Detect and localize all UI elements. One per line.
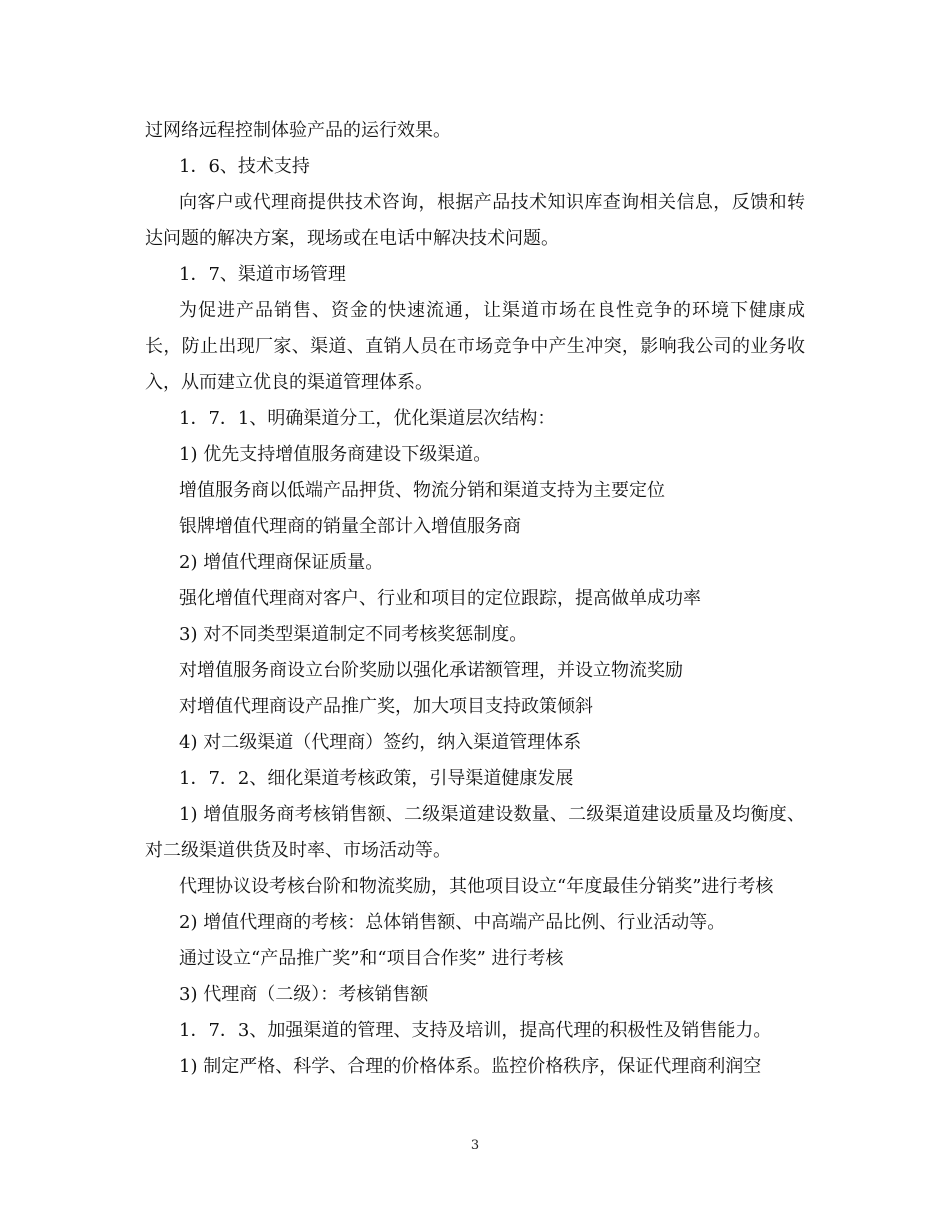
list-item: 3) 对不同类型渠道制定不同考核奖惩制度。 [179,624,528,645]
list-item: 1) 增值服务商考核销售额、二级渠道建设数量、二级渠道建设质量及均衡度、对二级渠道供货及时率、市场活动等。 [145,804,805,861]
list-item: 3) 代理商（二级）：考核销售额 [179,984,429,1005]
paragraph: 银牌增值代理商的销量全部计入增值服务商 [179,516,521,537]
paragraph: 过网络远程控制体验产品的运行效果。 [145,120,451,141]
list-item: 2) 增值代理商的考核：总体销售额、中高端产品比例、行业活动等。 [179,912,726,933]
section-heading-1-6: 1．6、技术支持 [179,156,310,177]
section-heading-1-7: 1．7、渠道市场管理 [179,264,346,285]
section-heading-1-7-3: 1．7．3、加强渠道的管理、支持及培训，提高代理的积极性及销售能力。 [179,1020,772,1041]
list-item: 1) 优先支持增值服务商建设下级渠道。 [179,444,492,465]
list-item: 4) 对二级渠道（代理商）签约，纳入渠道管理体系 [179,732,582,753]
section-heading-1-7-1: 1．7．1、明确渠道分工，优化渠道层次结构： [179,408,556,429]
paragraph: 为促进产品销售、资金的快速流通，让渠道市场在良性竞争的环境下健康成长，防止出现厂家、渠道、直销人员在市场竞争中产生冲突，影响我公司的业务收入，从而建立优良的渠道管理体系。 [145,300,805,393]
paragraph: 向客户或代理商提供技术咨询，根据产品技术知识库查询相关信息，反馈和转达问题的解决方案，现场或在电话中解决技术问题。 [145,192,805,249]
paragraph: 代理协议设考核台阶和物流奖励，其他项目设立“年度最佳分销奖”进行考核 [179,876,774,897]
section-heading-1-7-2: 1．7．2、细化渠道考核政策，引导渠道健康发展 [179,768,574,789]
list-item: 2) 增值代理商保证质量。 [179,552,384,573]
list-item: 1) 制定严格、科学、合理的价格体系。监控价格秩序，保证代理商利润空 [179,1056,762,1077]
paragraph: 通过设立“产品推广奖”和“项目合作奖” 进行考核 [179,948,564,969]
paragraph: 对增值服务商设立台阶奖励以强化承诺额管理，并设立物流奖励 [179,660,683,681]
page-number: 3 [470,1138,480,1153]
body-text [145,113,805,1085]
paragraph: 增值服务商以低端产品押货、物流分销和渠道支持为主要定位 [179,480,665,501]
paragraph: 对增值代理商设产品推广奖，加大项目支持政策倾斜 [179,696,593,717]
paragraph: 强化增值代理商对客户、行业和项目的定位跟踪，提高做单成功率 [179,588,701,609]
